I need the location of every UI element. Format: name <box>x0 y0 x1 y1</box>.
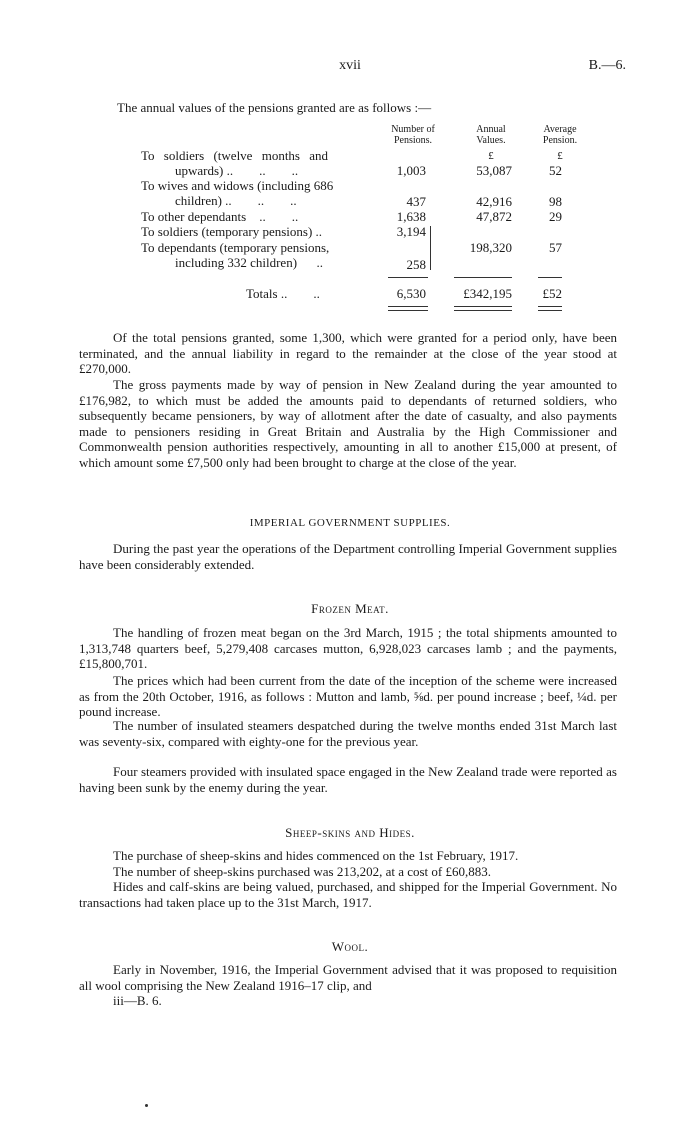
header-number-line2: Pensions. <box>393 135 433 146</box>
row-average: 98 <box>549 194 562 209</box>
row-annual: 53,087 <box>476 163 512 178</box>
rule-number-bottom <box>388 306 428 307</box>
row-number: 258 <box>406 257 426 272</box>
paragraph-imperial-supplies: During the past year the operations of the Department controlling Imperial Government supplies have been considerably extended. <box>79 541 617 572</box>
row-label-line: including 332 children) .. <box>175 255 324 270</box>
rule-annual-bottom <box>454 306 512 307</box>
row-number: 437 <box>406 194 426 209</box>
temp-pensions-bracket <box>428 226 431 270</box>
row-annual: 198,320 <box>469 240 512 255</box>
totals-annual: £342,195 <box>463 286 512 301</box>
row-number: 1,003 <box>396 163 426 178</box>
row-annual: 42,916 <box>476 194 512 209</box>
row-average: 29 <box>549 209 562 224</box>
header-average-line2: Pension. <box>542 135 578 146</box>
header-number <box>384 124 442 146</box>
row-average: 57 <box>549 240 562 255</box>
row-label-wives <box>141 178 371 208</box>
row-label-line: upwards) .. .. .. <box>175 163 299 178</box>
row-annual: 47,872 <box>476 209 512 224</box>
rule-average-bottom <box>538 306 562 307</box>
table-intro: The annual values of the pensions granted are as follows :— <box>117 100 432 115</box>
row-average: 52 <box>549 163 562 178</box>
header-annual-line1: Annual <box>476 124 506 135</box>
rule-average-bottom-2 <box>538 310 562 311</box>
currency-annual: £ <box>488 150 494 162</box>
totals-number: 6,530 <box>396 286 426 301</box>
footer-signature: iii—B. 6. <box>113 993 162 1008</box>
stray-mark <box>145 1104 148 1107</box>
row-label-other <box>141 209 371 224</box>
rule-annual-bottom-2 <box>454 310 512 311</box>
row-label-line: To other dependants .. .. <box>141 209 299 224</box>
paragraph-frozen-meat-1: The handling of frozen meat began on the 3rd March, 1915 ; the total shipments amounted to 1,313,748 quarters beef, 5,279,408 carcases mutton, 6,928,023 carcases lamb ; and the payments, £15,800,701. <box>79 625 617 672</box>
heading-frozen-meat: Frozen Meat. <box>311 601 389 616</box>
paragraph-gross-payments: The gross payments made by way of pension in New Zealand during the year amounted to £176,982, to which must be added the amounts paid to dependants of returned soldiers, who subsequently became pensioners, by way of allotment after the date of casualty, and also payments made to pensioners residing in Great Britain and Australia by the High Commissioner and Commonwealth pension authorities respectively, amounting in all to another £15,000 at present, of which amount some £7,500 only had been brought to charge at the close of the year. <box>79 377 617 470</box>
row-number: 1,638 <box>396 209 426 224</box>
row-number: 3,194 <box>396 224 426 239</box>
row-label-soldiers <box>141 148 371 178</box>
row-label-line: To soldiers (twelve months and <box>141 148 329 163</box>
paragraph-sheepskins-2: The number of sheep-skins purchased was 213,202, at a cost of £60,883. <box>113 864 491 879</box>
heading-sheepskins: Sheep-skins and Hides. <box>285 825 415 840</box>
header-annual <box>462 124 520 146</box>
header-average-line1: Average <box>543 124 577 135</box>
paragraph-pensions-terminated: Of the total pensions granted, some 1,300, which were granted for a period only, have been terminated, and the annual liability in regard to the remainder at the close of the year stood at £270,000. <box>79 330 617 377</box>
currency-average: £ <box>557 150 563 162</box>
rule-annual-top <box>454 277 512 278</box>
row-label-line: To wives and widows (including 686 <box>141 178 334 193</box>
totals-average: £52 <box>542 286 562 301</box>
paragraph-sheepskins-3: Hides and calf-skins are being valued, purchased, and shipped for the Imperial Government. No transactions had taken place up to the 31st March, 1917. <box>79 879 617 910</box>
paragraph-frozen-meat-2: The prices which had been current from the date of the inception of the scheme were increased as from the 20th October, 1916, as follows : Mutton and lamb, ⅝d. per pound increase ; beef, ¼d. per pound increase. <box>79 673 617 720</box>
row-label-temp-dependants <box>141 240 371 270</box>
paragraph-frozen-meat-3: The number of insulated steamers despatched during the twelve months ended 31st March last was seventy-six, compared with eighty-one for the previous year. <box>79 718 617 749</box>
heading-imperial-supplies: IMPERIAL GOVERNMENT SUPPLIES. <box>249 517 451 529</box>
row-label-line: To dependants (temporary pensions, <box>141 240 330 255</box>
header-number-line1: Number of <box>391 124 435 135</box>
header-annual-line2: Values. <box>476 135 506 146</box>
totals-label: Totals .. .. <box>246 286 320 301</box>
rule-number-top <box>388 277 428 278</box>
page-number: xvii <box>339 58 361 73</box>
row-label-temp-soldiers <box>141 224 371 239</box>
rule-number-bottom-2 <box>388 310 428 311</box>
row-label-line: children) .. .. .. <box>175 193 297 208</box>
paragraph-sheepskins-1: The purchase of sheep-skins and hides commenced on the 1st February, 1917. <box>113 848 519 863</box>
page-reference: B.—6. <box>588 58 626 73</box>
heading-wool: Wool. <box>331 939 369 954</box>
header-average <box>532 124 588 146</box>
row-label-line: To soldiers (temporary pensions) .. <box>141 224 323 239</box>
paragraph-wool: Early in November, 1916, the Imperial Government advised that it was proposed to requisition all wool comprising the New Zealand 1916–17 clip, and <box>79 962 617 993</box>
rule-average-top <box>538 277 562 278</box>
paragraph-frozen-meat-4: Four steamers provided with insulated space engaged in the New Zealand trade were reported as having been sunk by the enemy during the year. <box>79 764 617 795</box>
